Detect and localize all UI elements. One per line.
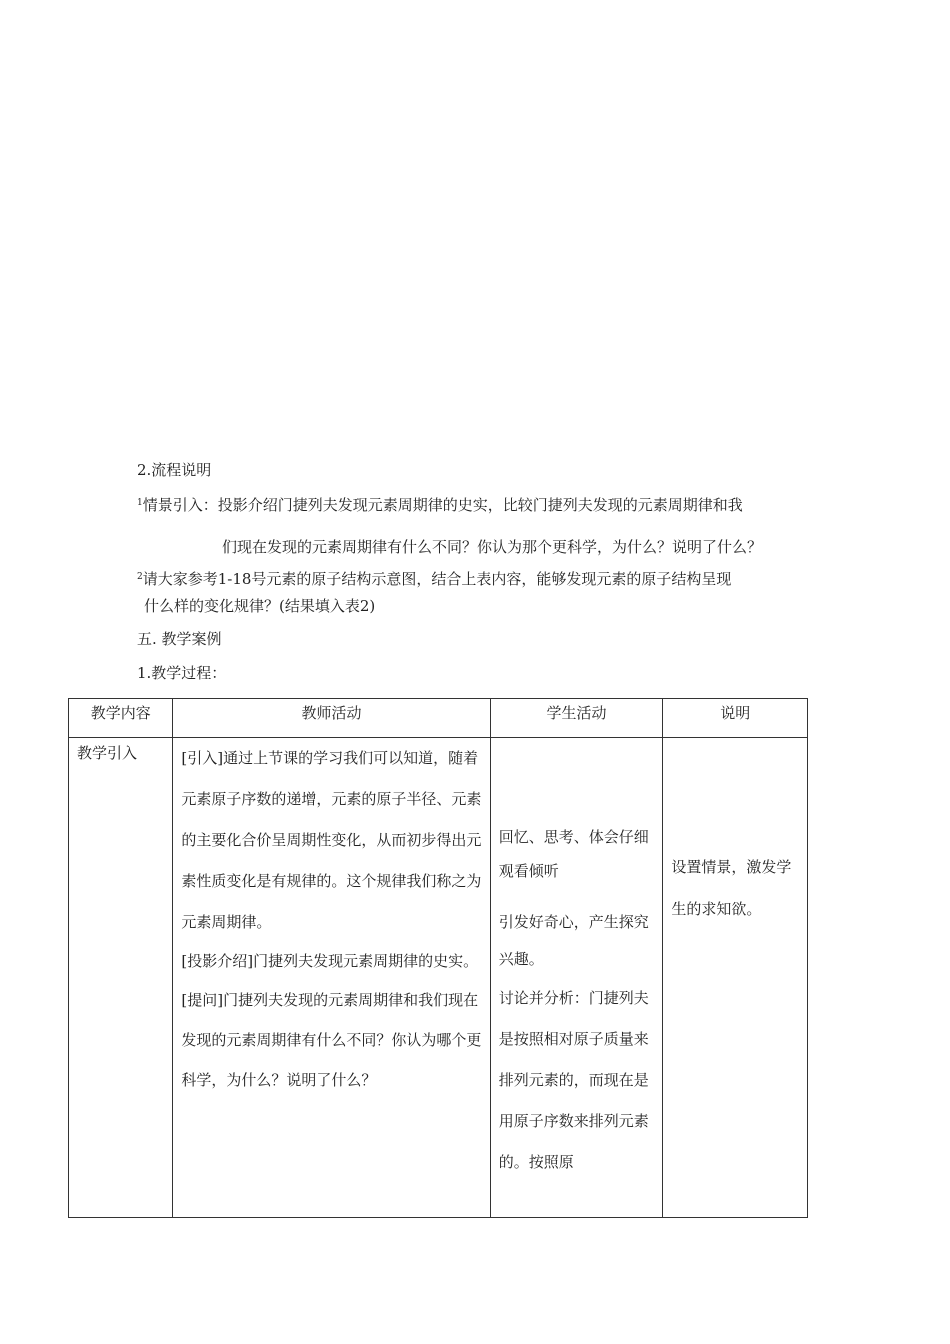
teacher-paragraph-1: [引入]通过上节课的学习我们可以知道，随着元素原子序数的递增，元素的原子半径、元素的主要化合价呈周期性变化，从而初步得出元素性质变化是有规律的。这个规律我们称之为元素周期律。 xyxy=(181,749,482,931)
header-content: 教学内容 xyxy=(69,699,173,738)
cell-student xyxy=(490,738,663,1218)
header-teacher: 教师活动 xyxy=(173,699,490,738)
teacher-paragraph-3: [提问]门捷列夫发现的元素周期律和我们现在发现的元素周期律有什么不同？你认为哪个更科学，为什么？说明了什么？ xyxy=(181,991,482,1089)
teacher-activity xyxy=(173,738,489,1104)
footnote-marker-1: 1 xyxy=(137,498,143,508)
content-text: 教学引入 xyxy=(77,744,138,762)
table-header-row xyxy=(69,699,808,738)
flow-item-2-line-1 xyxy=(137,569,731,589)
teacher-paragraph-2: [投影介绍]门捷列夫发现元素周期律的史实。 xyxy=(181,952,479,970)
note-text: 设置情景，激发学生的求知欲。 xyxy=(671,858,792,918)
student-activity xyxy=(491,738,663,1187)
flow-item-2-line-2: 什么样的变化规律？(结果填入表2) xyxy=(144,597,376,615)
cases-heading: 五. 教学案例 xyxy=(137,630,222,648)
cell-teacher xyxy=(173,738,490,1218)
student-paragraph-2: 引发好奇心，产生探究兴趣。 xyxy=(498,913,649,968)
flow-item-1-text-1: 情景引入：投影介绍门捷列夫发现元素周期律的史实，比较门捷列夫发现的元素周期律和我 xyxy=(142,496,743,514)
header-student: 学生活动 xyxy=(490,699,663,738)
table-row xyxy=(69,738,808,1218)
cases-subheading: 1.教学过程： xyxy=(137,664,227,682)
flow-item-1-line-2: 们现在发现的元素周期律有什么不同？你认为那个更科学，为什么？说明了什么？ xyxy=(222,538,763,556)
cell-note xyxy=(663,738,808,1218)
flow-item-2-text-1: 请大家参考1-18号元素的原子结构示意图，结合上表内容，能够发现元素的原子结构呈现 xyxy=(142,570,732,588)
flow-heading: 2.流程说明 xyxy=(137,461,212,479)
footnote-marker-2: 2 xyxy=(137,572,143,582)
student-paragraph-3: 讨论并分析：门捷列夫是按照相对原子质量来排列元素的，而现在是用原子序数来排列元素的。按照原 xyxy=(498,989,649,1171)
student-paragraph-1: 回忆、思考、体会仔细观看倾听 xyxy=(498,828,649,880)
teaching-process-table xyxy=(68,698,808,1218)
header-note: 说明 xyxy=(663,699,808,738)
cell-content xyxy=(69,738,173,1218)
flow-item-1-line-1 xyxy=(137,495,743,515)
